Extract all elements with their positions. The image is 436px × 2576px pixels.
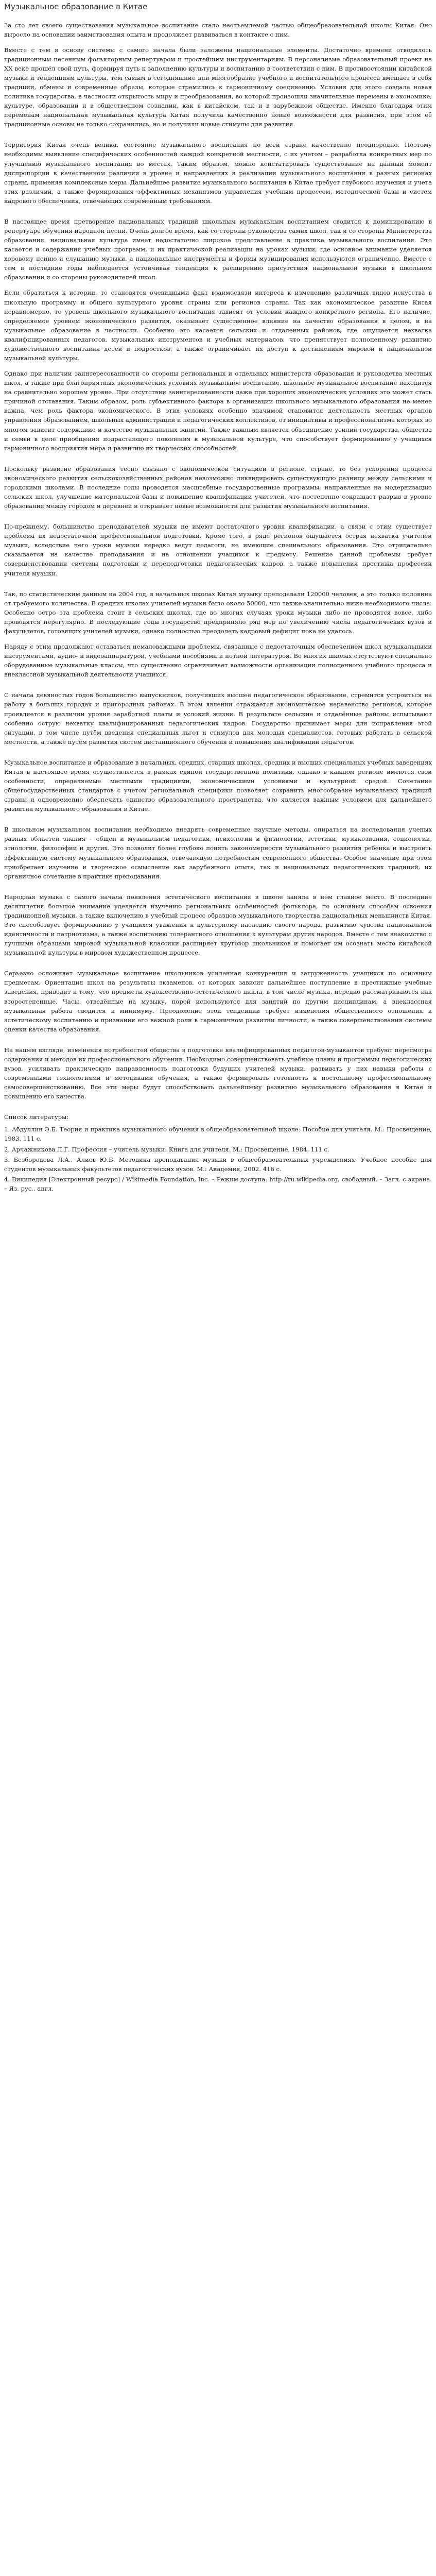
article-body: [4, 21, 432, 1101]
paragraph: За сто лет своего существования музыкальное воспитание стало неотъемлемой частью общеобразовательной школы Китая. Оно выросло на основании заимствования опыта и продолжает развиваться в контакте с ним.: [4, 21, 432, 38]
paragraph: Так, по статистическим данным на 2004 год, в начальных школах Китая музыку преподавали 120000 человек, а это только половина от требуемого количества. В средних школах учителей музыки было около 50000, что также значительно ниже необходимого числа. Особенно остро эта проблема стоит в сельских школах, где во многих случаях уроки музыки либо не проводятся вовсе, либо проводятся нерегулярно. В последующие годы государство предприняло ряд мер по увеличению числа педагогических вузов и факультетов, готовящих учителей музыки, однако полностью преодолеть кадровый дефицит пока не удалось.: [4, 590, 432, 635]
paragraph: С начала девяностых годов большинство выпускников, получивших высшее педагогическое образование, стремится устроиться на работу в больших городах и пригородных районах. В этом явлении отражается экономическое неравенство регионов, которое проявляется в различии уровня заработной платы и условий жизни. В результате сельские и отдалённые районы испытывают особенно острую нехватку квалифицированных педагогических кадров. Государство принимает меры для исправления этой ситуации, в том числе путём введения специальных льгот и стимулов для молодых специалистов, готовых работать в сельской местности, а также путём развития систем дистанционного обучения и повышения квалификации педагогов.: [4, 691, 432, 745]
paragraph: Территория Китая очень велика, состояние музыкального воспитания по всей стране качественно неоднородно. Поэтому необходимы выявление специфических особенностей каждой конкретной местности, с их учетом – разработка конкретных мер по улучшению музыкального воспитания во местах. Таким образом, можно констатировать существование на данный момент диспропорции в качественном различии в уровне и направлениях в реализации музыкального воспитания в разных регионах страны, применяя комплексные меры. Дальнейшее развитие музыкального воспитания в Китае требует глубокого изучения и учета этих различий, а также формирования эффективных механизмов управления учебным процессом, методической базы и систем кадрового обеспечения, отвечающих современным требованиям.: [4, 141, 432, 205]
paragraph: Серьезно осложняет музыкальное воспитание школьников усиленная конкуренция и загруженность учащихся по основным предметам. Ориентация школ на результаты экзаменов, от которых зависит дальнейшее поступление в престижные учебные заведения, приводит к тому, что предметы художественно-эстетического цикла, в том числе музыка, нередко рассматриваются как второстепенные. Часы, отведённые на музыку, порой используются для занятий по другим дисциплинам, а внеклассная музыкальная работа сводится к минимуму. Преодоление этой тенденции требует изменения общественного отношения к эстетическому воспитанию и признания его важной роли в гармоничном развитии личности, а также совершенствования системы оценки качества образования.: [4, 970, 432, 1033]
paragraph: Вместе с тем в основу системы с самого начала были заложены национальные элементы. Достаточно времени отводилось традиционным песенным фольклорным репертуаром и простейшим инструментариям. В персонализме образовательный проект на XX веке прошёл свой путь, формируя путь к заполнению культуры и воспитанию в соответствии с ним. В противостоянии китайской музыки и тенденциям культуры, тем самым в сегодняшние дни многообразие учебного и воспитательного процесса вмещает в себя традиции, обмены и современные образы, которые стремились к гармоничному соединению. Условия для этого создала новая политика государства, в частности открытость миру и преобразования, во которой произошли значительные перемены в экономике, культуре, образовании и в общественном сознании, как в китайском, так и в зарубежном обществе. Именно благодаря этим переменам национальная музыкальная культура Китая получила качественно новые возможности для развития, при этом её традиционные основы не только сохранились, но и получили новые стимулы для развития.: [4, 46, 432, 128]
paragraph: По-прежнему, большинство преподавателей музыки не имеют достаточного уровня квалификации, а связи с этим существует проблема их недостаточной профессиональной подготовки. Кроме того, в ряде регионов ощущается острая нехватка учителей музыки, вследствие чего уроки музыки нередко ведут педагоги, не имеющие специального образования. Это отрицательно сказывается на качестве преподавания и на отношении учащихся к предмету. Решение данной проблемы требует совершенствования системы подготовки и переподготовки педагогических кадров, а также повышения престижа профессии учителя музыки.: [4, 523, 432, 577]
paragraph: Поскольку развитие образования тесно связано с экономической ситуацией в регионе, стране, то без ускорения процесса экономического развития сельскохозяйственных районов невозможно ликвидировать существующую разницу между сельскими и городскими школами. В последние годы проводятся масштабные государственные программы, направленные на модернизацию сельских школ, улучшение материальной базы и повышение квалификации учителей, что постепенно сокращает разрыв в уровне образования между городом и деревней и открывает новые возможности для развития музыкального воспитания.: [4, 465, 432, 510]
paragraph: Народная музыка с самого начала появления эстетического воспитания в школе заняла в нем главное место. В последние десятилетия большое внимание уделяется изучению региональных особенностей фольклора, по основным способам освоения традиционной музыки, а также включению в учебный процесс образцов музыкального творчества национальных меньшинств Китая. Это способствует формированию у учащихся уважения к культурному наследию своего народа, развитию чувства национальной идентичности и патриотизма, а также воспитанию толерантного отношения к культурам других народов. Вместе с тем знакомство с лучшими образцами мировой музыкальной классики расширяет кругозор школьников и помогает им осознать место китайской музыкальной культуры в мировом художественном процессе.: [4, 893, 432, 957]
page-title: Музыкальное образование в Китае: [4, 2, 148, 11]
paragraph: Наряду с этим продолжают оставаться немаловажными проблемы, связанные с недостаточным обеспечением школ музыкальными инструментами, аудио- и видеоаппаратурой, учебными пособиями и нотной литературой. Во многих школах отсутствуют специально оборудованные музыкальные классы, что существенно ограничивает возможности организации полноценного учебного процесса и внеклассной музыкальной деятельности учащихся.: [4, 643, 432, 679]
reference-item: 3. Безбородова Л.А., Алиев Ю.Б. Методика преподавания музыки в общеобразовательных учреждениях: Учебное пособие для студентов музыкальных факультетов педагогических вузов. М.: Академия, 2002. 416 с.: [4, 1156, 432, 1173]
paragraph: Если обратиться к истории, то становятся очевидными факт взаимосвязи интереса к изменению различных видов искусства в школьную программу и общего культурного уровня страны или регионов страны. Так как экономическое развитие Китая неравномерно, то уровень школьного музыкального воспитания зависит от условий каждого конкретного региона. Его наличие, определяемое уровнем экономического развития, оказывает существенное влияние на качество образования в целом, и на музыкальное образование в частности. Особенно это касается сельских и отдаленных районов, где ощущается нехватка квалифицированных педагогов, музыкальных инструментов и учебных материалов, что препятствует полноценному развитию художественного воспитания детей и подростков, а также ограничивает их доступ к достижениям мировой и национальной музыкальной культуры.: [4, 289, 432, 362]
references-list: [4, 1125, 432, 1193]
reference-item: 4. Википедия [Электронный ресурс] / Wikimedia Foundation, Inc. – Режим доступа: http://ru.wikipedia.org, свободный. – Загл. с экрана. – Яз. рус., англ.: [4, 1175, 432, 1192]
paragraph: В настоящее время претворение национальных традиций школьным музыкальным воспитанием сводится к доминированию в репертуаре обучения народной песни. Очень долгое время, как со стороны руководства самих школ, так и со стороны Министерства образования, национальная культура имеет недостаточно широкое представление в практике музыкального воспитания. Это касается и содержания учебных программ, и их практической реализации на уроках музыки, где основное внимание уделяется хоровому пению и слушанию музыки, а национальные инструменты и формы музицирования используются ограниченно. Вместе с тем в последние годы наблюдается устойчивая тенденция к расширению присутствия национальной музыки в школьном образовании и со стороны руководителей школ.: [4, 217, 432, 281]
paragraph: Однако при наличии заинтересованности со стороны региональных и отдельных министерств образования и руководства местных школ, а также при благоприятных экономических условиях музыкальное воспитание, школьное музыкальное воспитание находится на сравнительно хорошем уровне. При отсутствии заинтересованности даже при хороших экономических условиях это может стать причиной отставания. Таким образом, роль субъективного фактора в организации школьного музыкального образования не менее важна, чем роль фактора экономического. В этих условиях особенно значимой становится деятельность местных органов управления образованием, школьных администраций и педагогических коллективов, от инициативы и профессионализма которых во многом зависит содержание и качество музыкальных занятий. Также важным является объединение усилий государства, общества и семьи в деле приобщения подрастающего поколения к музыкальной культуре, что способствует формированию у учащихся гармоничного восприятия мира и развитию их творческих способностей.: [4, 370, 432, 452]
page: [0, 0, 436, 1200]
paragraph: В школьном музыкальном воспитании необходимо внедрять современные научные методы, опираться на исследования ученых разных областей знания – общей и музыкальной педагогики, психологии и физиологии, эстетики, музыкознания, социологии, этнологии, философии и других. Это позволит более глубоко понять закономерности музыкального развития ребенка и выстроить эффективную систему музыкального образования, отвечающую потребностям современного общества. Особое значение при этом приобретает изучение и творческое осмысление как зарубежного опыта, так и национальных педагогических традиций, их органичное сочетание в практике преподавания.: [4, 826, 432, 880]
reference-item: 2. Арчажникова Л.Г. Профессия – учитель музыки: Книга для учителя. М.: Просвещение, 1984. 111 с.: [4, 1145, 329, 1153]
paragraph: На нашем взгляде, изменения потребностей общества в подготовке квалифицированных педагогов-музыкантов требуют пересмотра содержания и методов их профессионального обучения. Необходимо совершенствовать учебные планы и программы педагогических вузов, усиливать практическую направленность подготовки будущих учителей музыки, развивать у них навыки работы с современными технологиями и методиками обучения, а также формировать готовность к постоянному профессиональному самосовершенствованию. Все эти меры будут способствовать дальнейшему развитию музыкального образования в Китае и повышению его качества.: [4, 1046, 432, 1100]
paragraph: Музыкальное воспитание и образование в начальных, средних, старших школах, средних и высших специальных учебных заведениях Китая в настоящее время осуществляется в рамках единой государственной политики, однако в каждом регионе имеются свои особенности, определяемые местными традициями, экономическими условиями и культурной средой. Сочетание общегосударственных стандартов с учетом региональной специфики позволяет сохранить многообразие музыкальных традиций страны и одновременно обеспечить единство образовательного пространства, что является важным условием для дальнейшего развития музыкального образования в Китае.: [4, 758, 432, 813]
reference-item: 1. Абдуллин Э.Б. Теория и практика музыкального обучения в общеобразовательной школе: Пособие для учителя. М.: Просвещение, 1983. 111 с.: [4, 1126, 432, 1143]
references-title: Список литературы:: [4, 1113, 69, 1121]
